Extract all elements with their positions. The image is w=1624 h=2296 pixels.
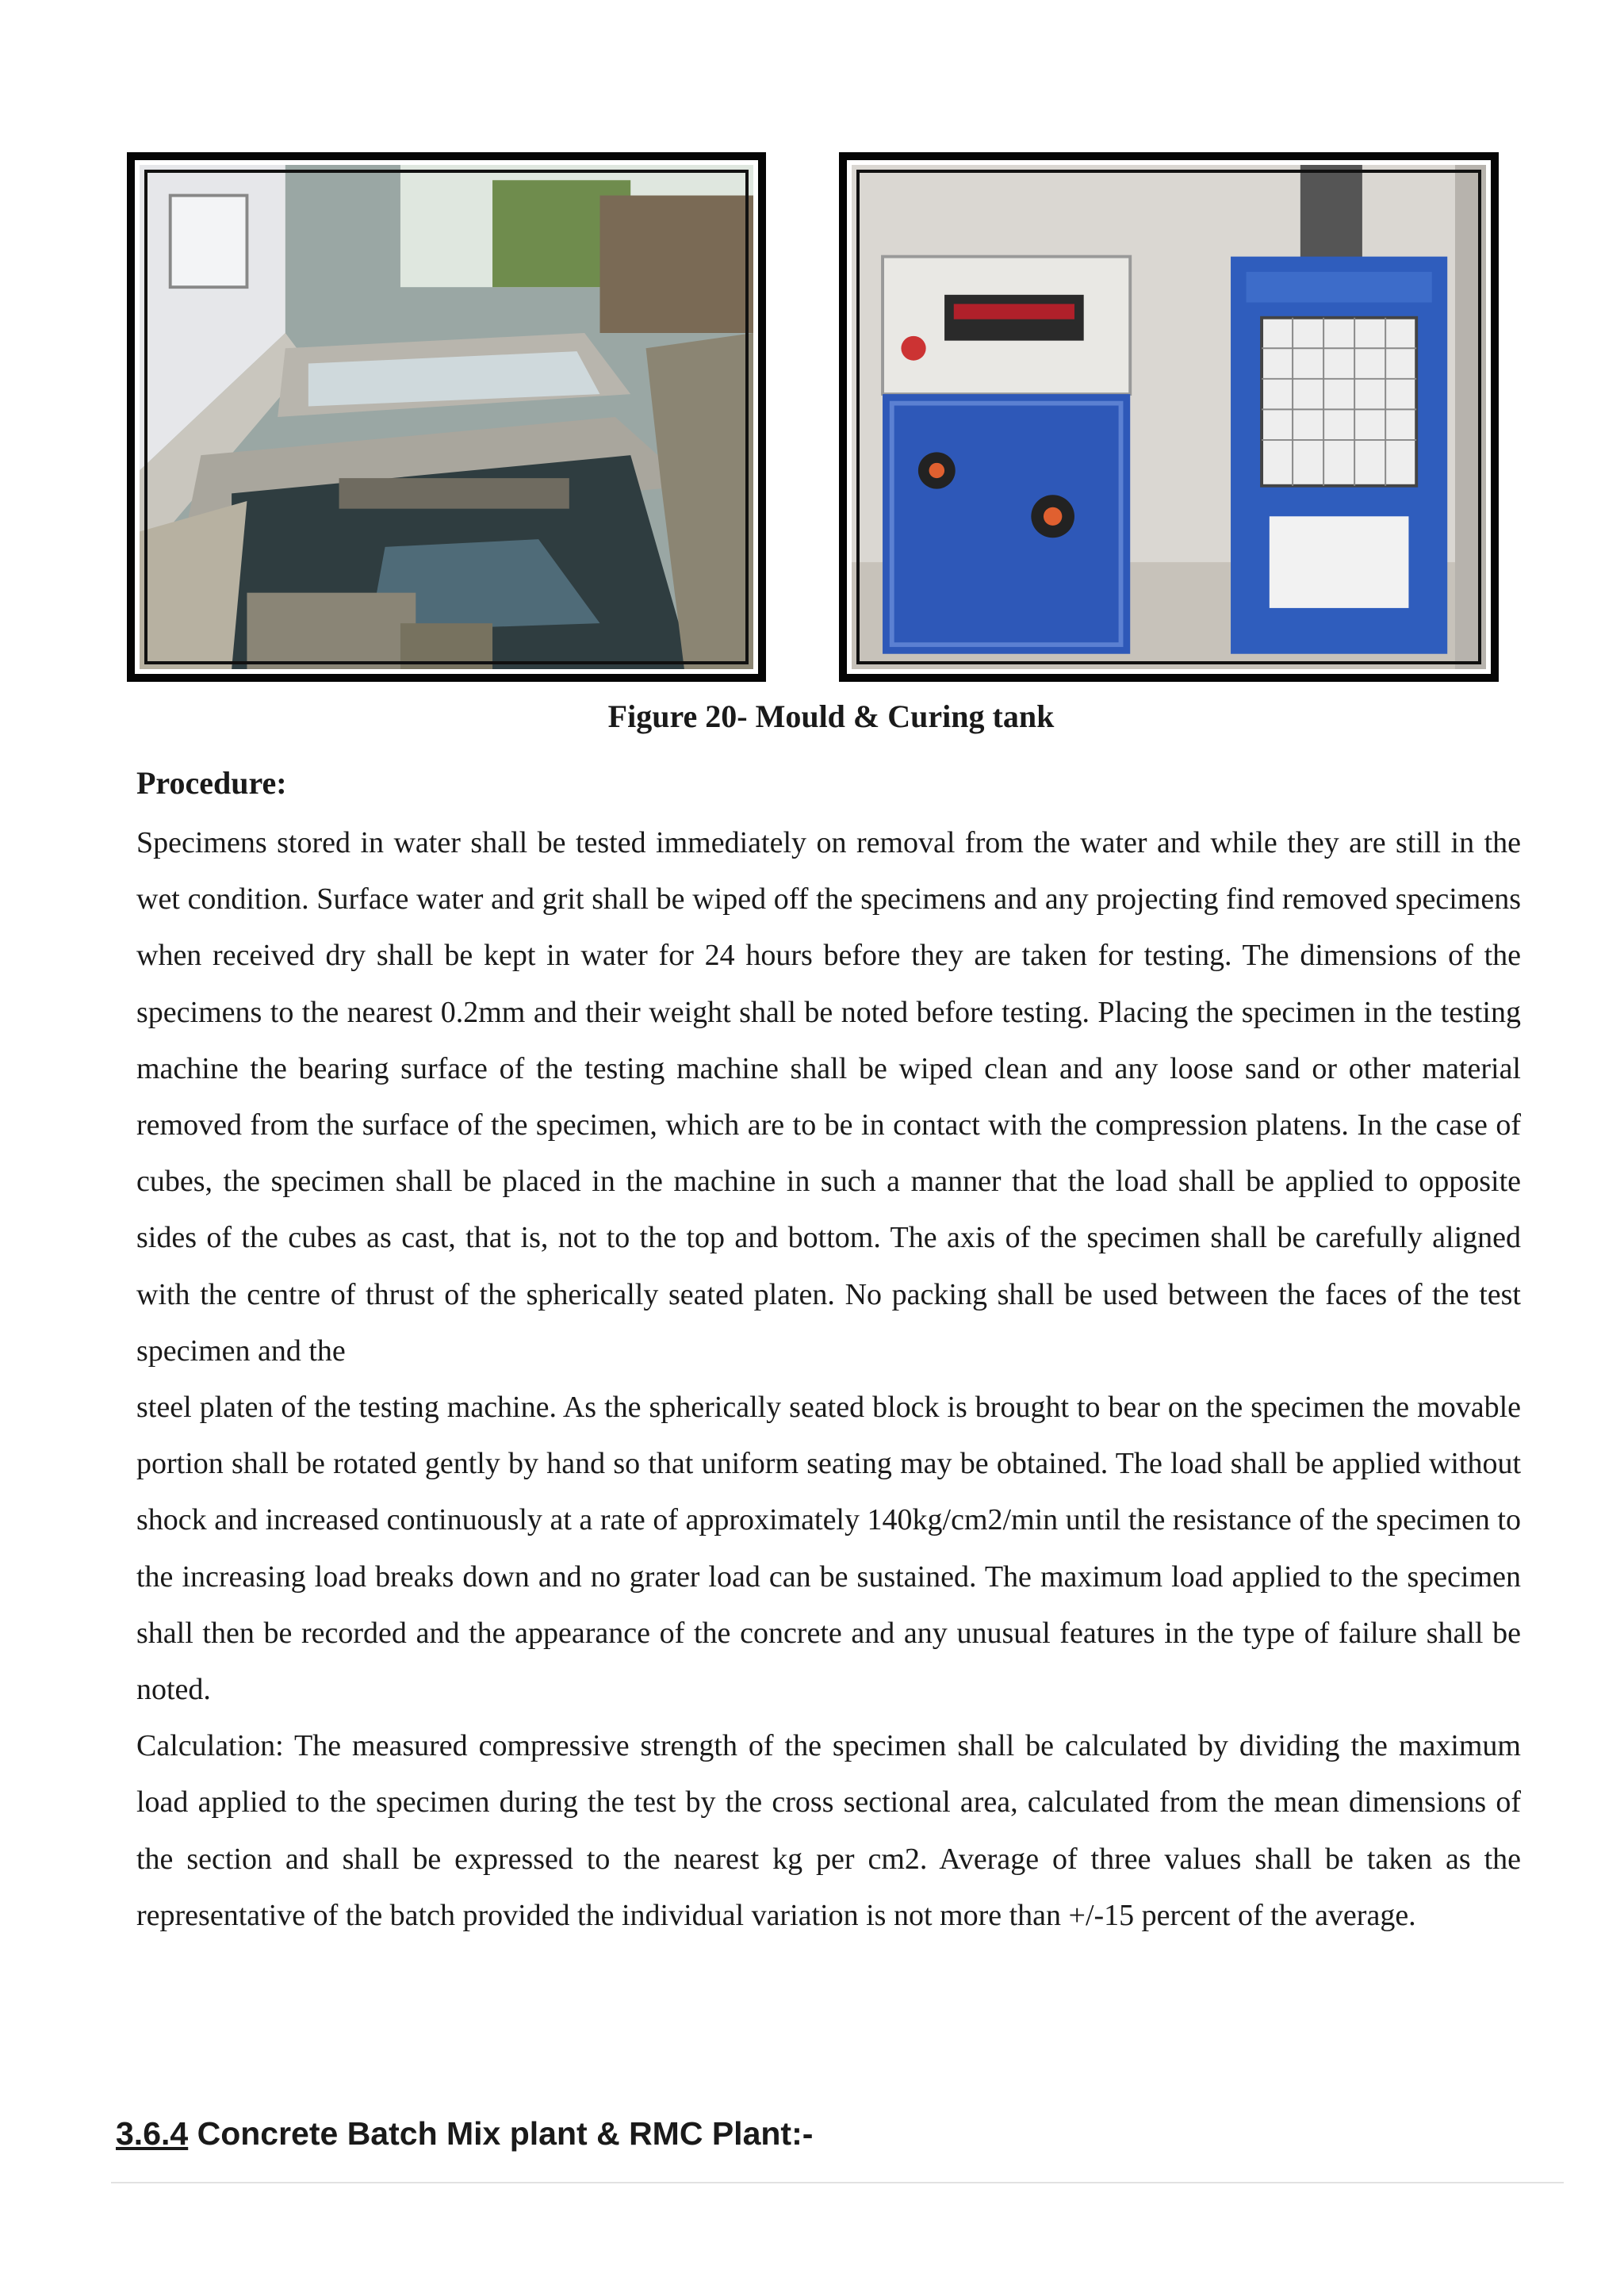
curing-tank-photo-frame: [127, 152, 766, 682]
curing-tank-photo: [135, 160, 758, 674]
section-title: Concrete Batch Mix plant & RMC Plant:-: [188, 2115, 814, 2152]
procedure-paragraph-2: steel platen of the testing machine. As the spherically seated block is brought to bear on the specimen the movable portion shall be rotated gently by hand so that uniform seating may be obtained. The load shall be applied without shock and increased continuously at a rate of approximately 140kg/cm2/min until the resistance of the specimen to the increasing load breaks down and no grater load can be sustained. The maximum load applied to the specimen shall then be recorded and the appearance of the concrete and any unusual features in the type of failure shall be noted.: [136, 1391, 1521, 1707]
compression-testing-machine-photo: [847, 160, 1491, 674]
footer-divider: [111, 2182, 1564, 2183]
procedure-body: [136, 815, 1521, 1944]
calculation-paragraph: Calculation: The measured compressive strength of the specimen shall be calculated by dividing the maximum load applied to the specimen during the test by the cross sectional area, calculated from the mean dimensions of the section and shall be expressed to the nearest kg per cm2. Average of three values shall be taken as the representative of the batch provided the individual variation is not more than +/-15 percent of the average.: [136, 1729, 1521, 1932]
procedure-paragraph-1: Specimens stored in water shall be tested immediately on removal from the water and while they are still in the wet condition. Surface water and grit shall be wiped off the specimens and any projecting find removed specimens when received dry shall be kept in water for 24 hours before they are taken for testing. The dimensions of the specimens to the nearest 0.2mm and their weight shall be noted before testing. Placing the specimen in the testing machine the bearing surface of the testing machine shall be wiped clean and any loose sand or other material removed from the surface of the specimen, which are to be in contact with the compression platens. In the case of cubes, the specimen shall be placed in the machine in such a manner that the load shall be applied to opposite sides of the cubes as cast, that is, not to the top and bottom. The axis of the specimen shall be carefully aligned with the centre of thrust of the spherically seated platen. No packing shall be used between the faces of the test specimen and the: [136, 826, 1521, 1368]
section-heading: [116, 2115, 813, 2152]
section-number: 3.6.4: [116, 2115, 189, 2152]
compression-testing-machine-photo-frame: [839, 152, 1499, 682]
procedure-heading: Procedure:: [136, 765, 287, 801]
figure-caption: Figure 20- Mould & Curing tank: [607, 698, 1055, 734]
